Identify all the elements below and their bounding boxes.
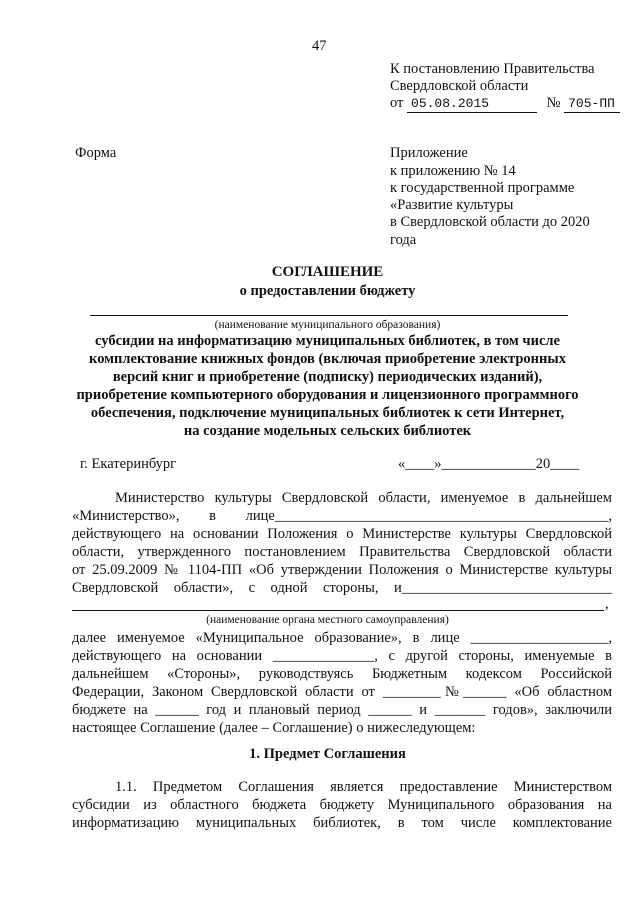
section-title: 1. Предмет Соглашения bbox=[249, 746, 406, 762]
subject-line-4: приобретение компьютерного оборудования и лицензионного программного bbox=[76, 387, 579, 403]
body2-line-1: далее именуемое «Муниципальное образование», в лице ___________________, bbox=[72, 630, 612, 646]
appendix-line-6: года bbox=[390, 232, 417, 248]
blank-line-comma: , bbox=[605, 596, 609, 612]
appendix-line-5: в Свердловской области до 2020 bbox=[390, 214, 590, 230]
decree-number: 705-ПП bbox=[564, 96, 620, 113]
subject-line-6: на создание модельных сельских библиотек bbox=[183, 423, 472, 439]
agreement-date-blank: «____»_____________20____ bbox=[398, 456, 580, 472]
municipality-blank-line bbox=[90, 315, 568, 316]
subject-line-3: версий книг и приобретение (подписку) периодических изданий), bbox=[112, 369, 543, 385]
body2-line-4: Федерации, Законом Свердловской области от ________№______ «Об областном bbox=[72, 684, 612, 700]
body-line-2: «Министерство», в лице______________________________________________, bbox=[72, 508, 612, 524]
document-title: СОГЛАШЕНИЕ bbox=[271, 264, 384, 280]
decree-date-row bbox=[390, 95, 620, 113]
appendix-line-1: Приложение bbox=[390, 145, 468, 161]
body2-line-2: действующего на основании ______________, с другой стороны, именуемые в bbox=[72, 648, 612, 664]
clause-line-1: 1.1. Предметом Соглашения является предоставление Министерством bbox=[115, 779, 612, 795]
body2-line-3: дальнейшем «Стороны», руководствуясь Бюджетным кодексом Российской bbox=[72, 666, 612, 682]
subject-line-5: обеспечения, подключение муниципальных библиотек к сети Интернет, bbox=[90, 405, 565, 421]
form-label: Форма bbox=[75, 145, 117, 161]
decree-line-1: К постановлению Правительства bbox=[390, 61, 595, 77]
body-line-4: области, утвержденного постановлением Правительства Свердловской области bbox=[72, 544, 612, 560]
decree-number-prefix: № bbox=[546, 95, 561, 111]
appendix-line-4: «Развитие культуры bbox=[390, 197, 514, 213]
decree-line-2: Свердловской области bbox=[390, 78, 529, 94]
subject-line-1: субсидии на информатизацию муниципальных библиотек, в том числе bbox=[95, 333, 560, 349]
body-line-6: Свердловской области», с одной стороны, и_____________________________ bbox=[72, 580, 612, 596]
subject-line-2: комплектование книжных фондов (включая приобретение электронных bbox=[89, 351, 566, 367]
clause-line-3: информатизацию муниципальных библиотек, в том числе комплектование bbox=[72, 815, 612, 831]
document-subtitle: о предоставлении бюджету bbox=[239, 283, 416, 299]
decree-date-prefix: от bbox=[390, 95, 404, 111]
municipality-caption: (наименование муниципального образования) bbox=[214, 319, 441, 331]
appendix-line-3: к государственной программе bbox=[390, 180, 575, 196]
body-line-3: действующего на основании Положения о Министерстве культуры Свердловской bbox=[72, 526, 612, 542]
local-gov-blank-line bbox=[72, 610, 604, 611]
body2-line-5: бюджете на ______ год и плановый период ______ и _______ годов», заключили bbox=[72, 702, 612, 718]
decree-date: 05.08.2015 bbox=[407, 96, 537, 113]
body-line-5: от 25.09.2009 № 1104-ПП «Об утверждении Положения о Министерстве культуры bbox=[72, 562, 612, 578]
clause-line-2: субсидии из областного бюджета бюджету Муниципального образования на bbox=[72, 797, 612, 813]
body-line-1: Министерство культуры Свердловской области, именуемое в дальнейшем bbox=[115, 490, 612, 506]
body2-line-6: настоящее Соглашение (далее – Соглашение) о нижеследующем: bbox=[72, 720, 476, 736]
page-number: 47 bbox=[312, 38, 327, 54]
city: г. Екатеринбург bbox=[80, 456, 177, 472]
local-gov-caption: (наименование органа местного самоуправления) bbox=[206, 614, 449, 626]
appendix-line-2: к приложению № 14 bbox=[390, 163, 516, 179]
